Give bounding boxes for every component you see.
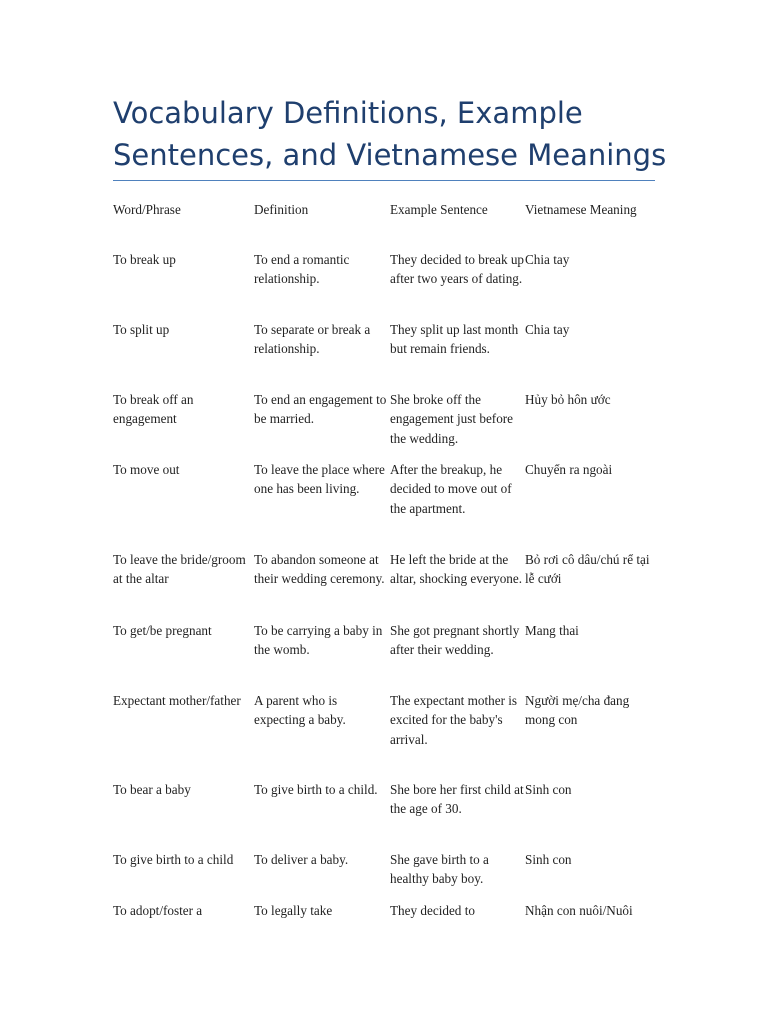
header-definition: Definition: [254, 202, 309, 217]
page-title: Vocabulary Definitions, Example Sentences, and Vietnamese Meanings: [113, 96, 667, 172]
table-row: [113, 780, 658, 850]
cell-example: She got pregnant shortly after their wedding.: [390, 623, 520, 658]
table-row: [113, 901, 658, 931]
table-row: [113, 250, 658, 320]
table-row: [113, 460, 658, 550]
cell-word: Expectant mother/father: [113, 693, 241, 708]
cell-example: They decided to: [390, 903, 475, 918]
cell-definition: To end a romantic relationship.: [254, 252, 350, 287]
title-divider: [113, 180, 655, 181]
table-header-row: [113, 200, 658, 250]
cell-example: She gave birth to a healthy baby boy.: [390, 852, 489, 887]
cell-definition: To give birth to a child.: [254, 782, 378, 797]
cell-example: She bore her first child at the age of 30.: [390, 782, 524, 817]
cell-word: To get/be pregnant: [113, 623, 212, 638]
table-row: [113, 621, 658, 691]
cell-vietnamese: Người mẹ/cha đang mong con: [525, 693, 630, 728]
cell-definition: To be carrying a baby in the womb.: [254, 623, 383, 658]
cell-vietnamese: Sinh con: [525, 852, 572, 867]
cell-vietnamese: Sinh con: [525, 782, 572, 797]
cell-definition: To separate or break a relationship.: [254, 322, 371, 357]
cell-example: After the breakup, he decided to move out of the apartment.: [390, 462, 512, 516]
cell-word: To give birth to a child: [113, 852, 234, 867]
cell-word: To break off an engagement: [113, 392, 194, 427]
cell-word: To move out: [113, 462, 180, 477]
cell-vietnamese: Bỏ rơi cô dâu/chú rể tại lễ cưới: [525, 552, 650, 587]
header-example: Example Sentence: [390, 202, 488, 217]
cell-vietnamese: Chuyển ra ngoài: [525, 462, 613, 477]
cell-definition: To legally take: [254, 903, 333, 918]
table-row: [113, 550, 658, 621]
cell-example: They decided to break up after two years of dating.: [390, 252, 525, 287]
cell-vietnamese: Chia tay: [525, 252, 570, 267]
cell-example: He left the bride at the altar, shocking everyone.: [390, 552, 523, 587]
cell-example: The expectant mother is excited for the baby's arrival.: [390, 693, 518, 747]
cell-vietnamese: Mang thai: [525, 623, 579, 638]
cell-definition: To deliver a baby.: [254, 852, 349, 867]
table-row: [113, 850, 658, 901]
cell-word: To split up: [113, 322, 170, 337]
cell-word: To break up: [113, 252, 176, 267]
header-vietnamese: Vietnamese Meaning: [525, 202, 637, 217]
cell-vietnamese: Hủy bỏ hôn ước: [525, 392, 611, 407]
cell-vietnamese: Chia tay: [525, 322, 570, 337]
cell-definition: To leave the place where one has been living.: [254, 462, 385, 497]
cell-vietnamese: Nhận con nuôi/Nuôi: [525, 903, 633, 918]
cell-word: To adopt/foster a: [113, 903, 203, 918]
table-row: [113, 320, 658, 390]
vocabulary-table: [113, 200, 658, 931]
cell-definition: To abandon someone at their wedding ceremony.: [254, 552, 385, 587]
cell-example: She broke off the engagement just before the wedding.: [390, 392, 514, 446]
header-word: Word/Phrase: [113, 202, 181, 217]
cell-definition: A parent who is expecting a baby.: [254, 693, 346, 728]
cell-word: To leave the bride/groom at the altar: [113, 552, 246, 587]
cell-word: To bear a baby: [113, 782, 191, 797]
cell-example: They split up last month but remain friends.: [390, 322, 519, 357]
table-row: [113, 390, 658, 460]
cell-definition: To end an engagement to be married.: [254, 392, 387, 427]
table-row: [113, 691, 658, 780]
